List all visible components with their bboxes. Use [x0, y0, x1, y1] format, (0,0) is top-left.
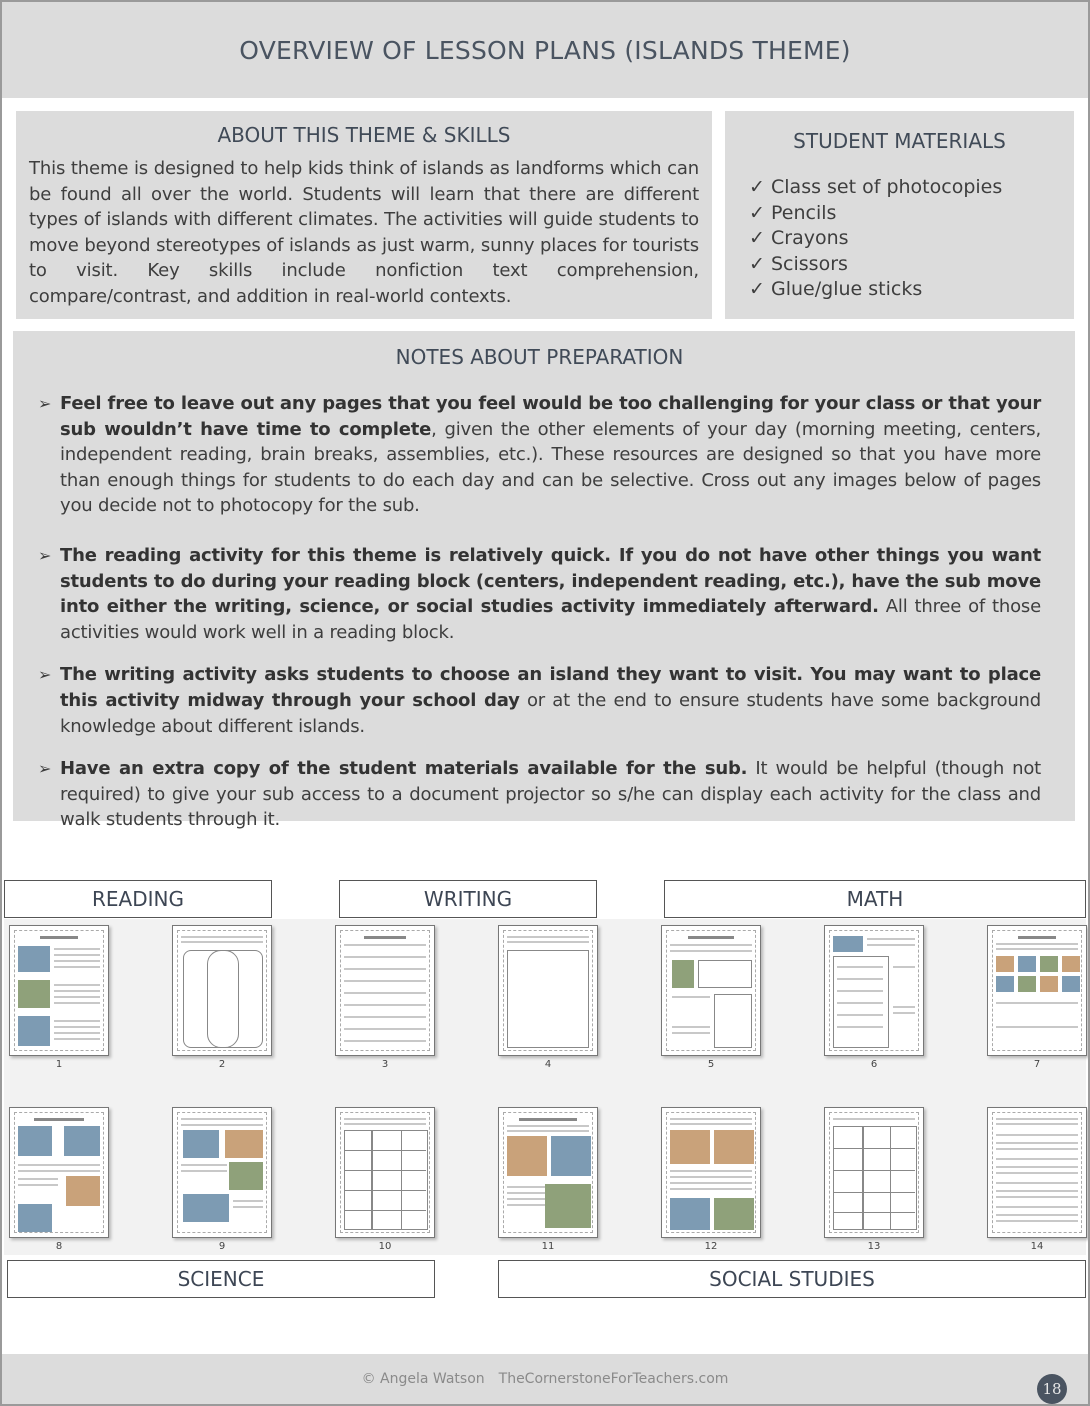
- about-theme-box: [16, 111, 712, 319]
- page-thumbnail-14[interactable]: [987, 1107, 1087, 1238]
- page-number-label: 4: [544, 1059, 552, 1070]
- notes-list: [38, 391, 1041, 833]
- arrow-bullet-icon: ➢: [38, 665, 52, 685]
- page-thumbnail-10[interactable]: [335, 1107, 435, 1238]
- page-number-label: 14: [1030, 1241, 1044, 1252]
- page-thumbnail-3[interactable]: [335, 925, 435, 1056]
- page-number-label: 6: [870, 1059, 878, 1070]
- page-thumbnail-6[interactable]: [824, 925, 924, 1056]
- materials-heading: STUDENT MATERIALS: [793, 129, 1006, 153]
- student-materials-box: [725, 111, 1074, 319]
- page-number-label: 3: [381, 1059, 389, 1070]
- page-thumbnail-2[interactable]: [172, 925, 272, 1056]
- materials-item: ✓ Scissors: [749, 252, 1064, 278]
- about-heading: ABOUT THIS THEME & SKILLS: [217, 123, 511, 147]
- arrow-bullet-icon: ➢: [38, 545, 52, 565]
- page-title: OVERVIEW OF LESSON PLANS (ISLANDS THEME): [239, 35, 851, 65]
- note-item: ➢ Feel free to leave out any pages that you feel would be too challenging for your class or that your sub wouldn’t have time to complete, given the other elements of your day (morning meeting, centers, independent reading, brain breaks, assemblies, etc.). These resources are designed so that you have more than enough things for students to do each day and can be selective. Cross out any images below of pages you decide not to photocopy for the sub.: [38, 393, 1042, 517]
- note-item: ➢ The writing activity asks students to choose an island they want to visit. You may want to place this activity midway through your school day or at the end to ensure students have some background knowledge about different islands.: [38, 664, 1041, 737]
- footer-author: © Angela Watson: [361, 1371, 485, 1387]
- page-number-label: 5: [707, 1059, 715, 1070]
- notes-heading: NOTES ABOUT PREPARATION: [395, 345, 684, 369]
- page-thumbnail-5[interactable]: [661, 925, 761, 1056]
- preparation-notes-box: [13, 331, 1075, 831]
- page-number-label: 10: [378, 1241, 392, 1252]
- page-number-label: 11: [541, 1241, 555, 1252]
- section-label-social-studies: SOCIAL STUDIES: [498, 1260, 1086, 1298]
- page-thumbnail-4[interactable]: [498, 925, 598, 1056]
- arrow-bullet-icon: ➢: [38, 394, 52, 413]
- page-footer: [2, 1354, 1088, 1404]
- check-icon: ✓: [749, 227, 765, 249]
- page-number-label: 13: [867, 1241, 881, 1252]
- page-number-label: 7: [1033, 1059, 1041, 1070]
- page-header: [2, 2, 1088, 98]
- note-item: ➢ The reading activity for this theme is relatively quick. If you do not have other things you want students to do during your reading block (centers, independent reading, etc.), have the sub move into either the writing, science, or social studies activity immediately afterward. All three of those activities would work well in a reading block.: [38, 544, 1041, 643]
- materials-item: ✓ Crayons: [749, 226, 1064, 252]
- page-thumbnails: [4, 919, 1086, 1255]
- materials-item: ✓ Class set of photocopies: [749, 175, 1064, 201]
- note-item: ➢ Have an extra copy of the student materials available for the sub. It would be helpful (though not required) to give your sub access to a document projector so s/he can display each activity for the class and walk students through it.: [38, 758, 1042, 831]
- check-icon: ✓: [749, 252, 765, 275]
- page-thumbnail-9[interactable]: [172, 1107, 272, 1238]
- page-number-label: 9: [218, 1241, 226, 1252]
- page-thumbnail-12[interactable]: [661, 1107, 761, 1238]
- check-icon: ✓: [749, 201, 765, 224]
- materials-item: ✓ Pencils: [749, 201, 1064, 227]
- page-number-label: 1: [55, 1059, 63, 1070]
- page-thumbnail-7[interactable]: [987, 925, 1087, 1056]
- page-number-label: 8: [55, 1241, 63, 1252]
- page-thumbnail-8[interactable]: [9, 1107, 109, 1238]
- check-icon: ✓: [749, 278, 765, 300]
- page-thumbnail-13[interactable]: [824, 1107, 924, 1238]
- page-number-label: 2: [218, 1059, 226, 1070]
- section-label-writing: WRITING: [339, 880, 597, 918]
- about-text: This theme is designed to help kids think of islands as landforms which can be found all over the world. Students will learn that there are different types of islands with different climates. The activities will guide students to move beyond stereotypes of islands as just warm, sunny places for tourists to visit. Key skills include nonfiction text comprehension, compare/contrast, and addition in real-world contexts.: [29, 158, 699, 307]
- page-number-badge: 18: [1037, 1374, 1067, 1404]
- section-label-reading: READING: [4, 880, 272, 918]
- page-thumbnail-1[interactable]: [9, 925, 109, 1056]
- materials-list: [735, 175, 1064, 303]
- materials-item: ✓ Glue/glue sticks: [749, 277, 1064, 303]
- page-number-label: 12: [704, 1241, 718, 1252]
- footer-site-link[interactable]: TheCornerstoneForTeachers.com: [498, 1371, 729, 1387]
- page-thumbnail-11[interactable]: [498, 1107, 598, 1238]
- section-label-science: SCIENCE: [7, 1260, 435, 1298]
- check-icon: ✓: [749, 176, 765, 198]
- section-label-math: MATH: [664, 880, 1086, 918]
- arrow-bullet-icon: ➢: [38, 759, 52, 779]
